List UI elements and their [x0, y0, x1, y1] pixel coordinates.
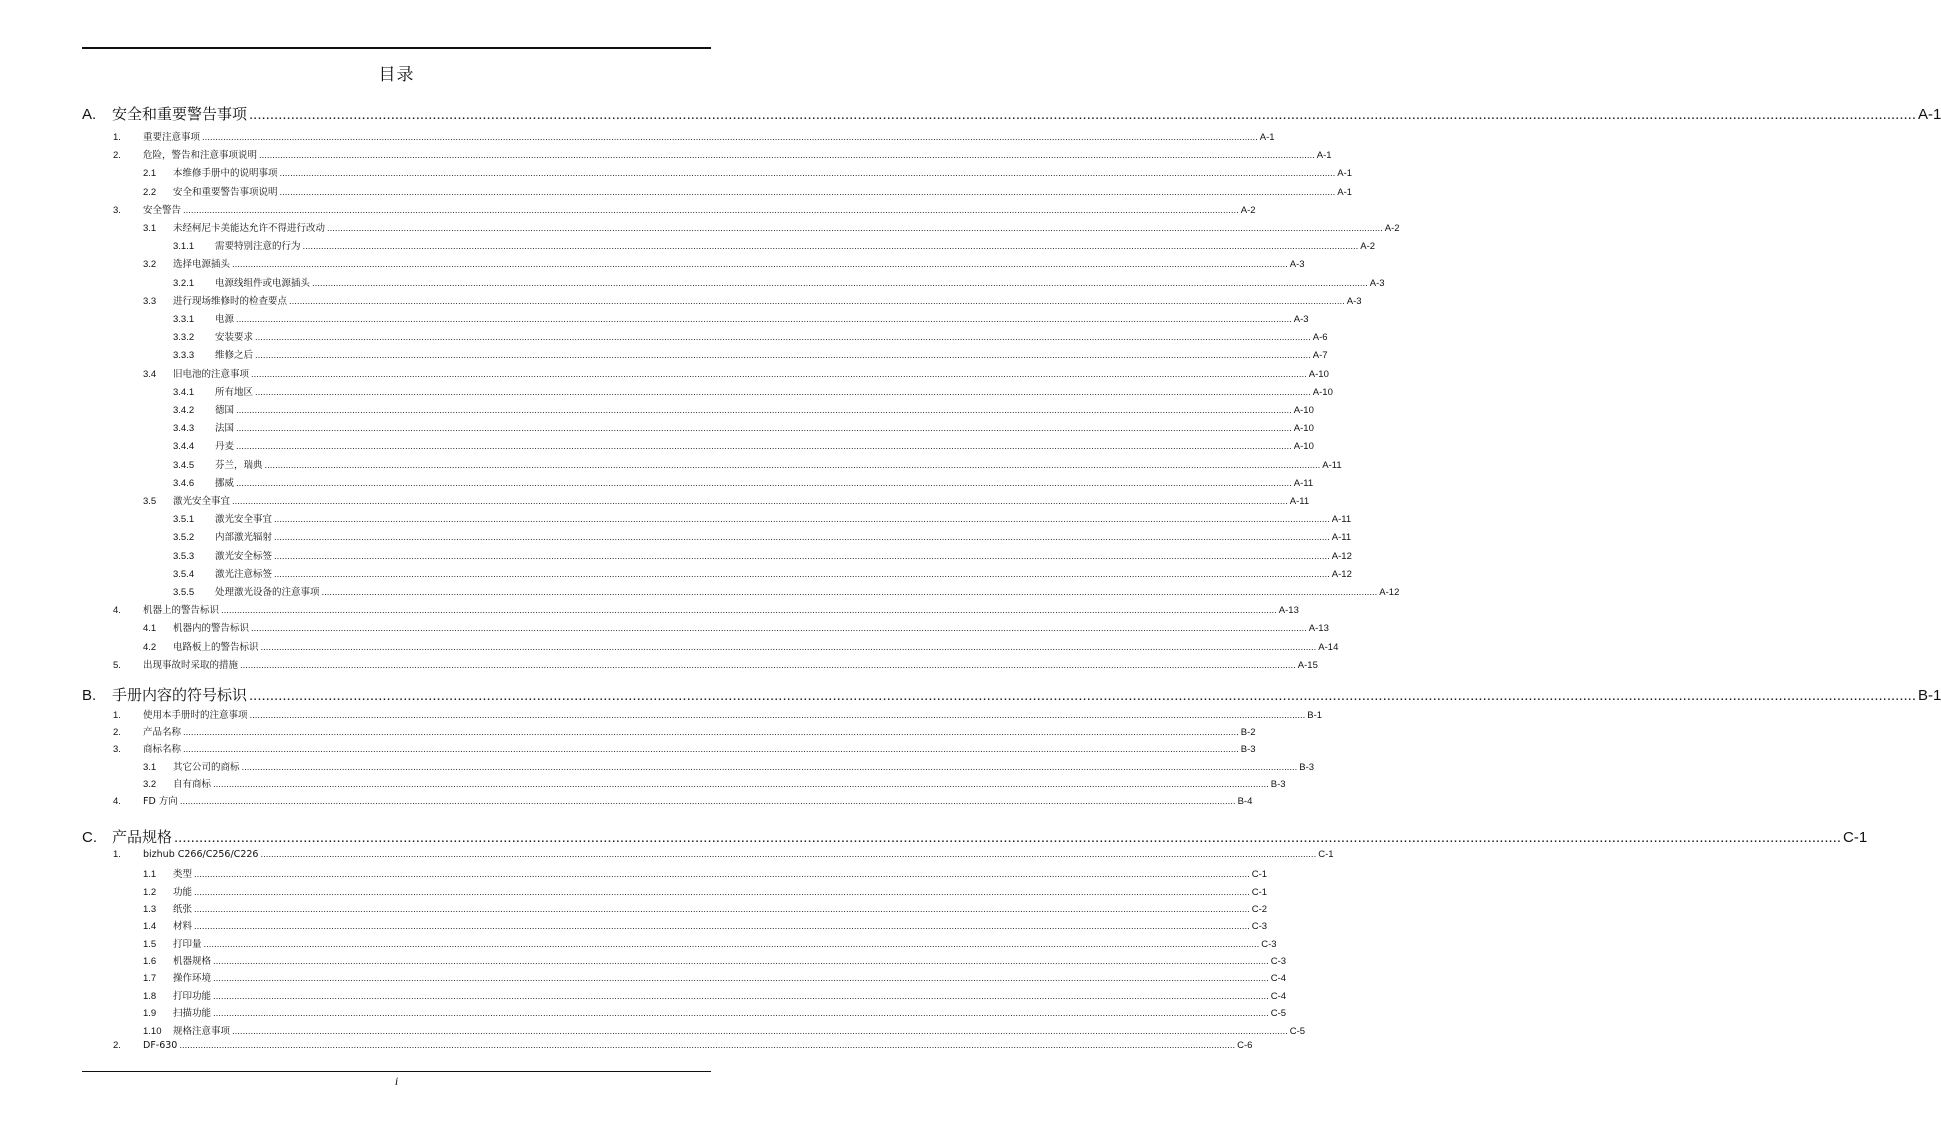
toc-entry[interactable]: [143, 184, 1353, 200]
entry-title: 机器上的警告标识: [143, 605, 220, 617]
toc-entry[interactable]: [173, 475, 1314, 491]
dot-leader: ................................................................................................................................................................................................................................................................................................................................................................................................................: [249, 106, 1917, 123]
toc-entry[interactable]: [143, 366, 1329, 382]
entry-title: 处理激光设备的注意事项: [215, 587, 320, 598]
dot-leader: ................................................................................................................................................................................................................................................................................................................................................................................................................: [179, 1039, 1236, 1051]
dot-leader: ................................................................................................................................................................................................................................................................................................................................................................................................................: [221, 605, 1277, 617]
entry-page-number: A-10: [1312, 386, 1333, 398]
entry-number: 3.: [113, 204, 121, 216]
entry-number: 1.: [113, 710, 121, 721]
entry-page-number: A-2: [1360, 241, 1376, 253]
section-title: 手册内容的符号标识: [112, 686, 248, 704]
entry-number: 4.: [113, 605, 121, 617]
entry-page-number: A-12: [1379, 587, 1400, 598]
dot-leader: ................................................................................................................................................................................................................................................................................................................................................................................................................: [279, 168, 1336, 180]
entry-number: 2.: [113, 727, 121, 739]
entry-title: 旧电池的注意事项: [173, 368, 250, 380]
dot-leader: ................................................................................................................................................................................................................................................................................................................................................................................................................: [255, 386, 1311, 398]
entry-number: 3.4.1: [173, 386, 195, 398]
entry-title: 电源线组件或电源插头: [215, 277, 311, 289]
entry-page-number: A-10: [1293, 423, 1314, 435]
entry-title: 激光安全标签: [215, 550, 273, 562]
toc-entry[interactable]: [173, 420, 1314, 436]
entry-title: 电源: [215, 314, 235, 325]
section-letter: C.: [82, 829, 97, 846]
toc-entry[interactable]: [143, 759, 1315, 775]
entry-number: 4.: [113, 796, 121, 807]
entry-title: 电路板上的警告标识: [173, 641, 259, 653]
entry-title: 安全和重要警告事项说明: [173, 186, 278, 198]
dot-leader: ................................................................................................................................................................................................................................................................................................................................................................................................................: [249, 710, 1306, 721]
dot-leader: ................................................................................................................................................................................................................................................................................................................................................................................................................: [213, 1008, 1269, 1020]
entry-title: 产品名称: [143, 727, 182, 739]
entry-page-number: B-4: [1237, 796, 1253, 807]
entry-page-number: B-3: [1240, 744, 1256, 756]
toc-entry[interactable]: [143, 1005, 1287, 1021]
entry-page-number: A-13: [1308, 623, 1329, 635]
entry-page-number: A-1: [1337, 186, 1353, 198]
dot-leader: ................................................................................................................................................................................................................................................................................................................................................................................................................: [203, 938, 1260, 950]
dot-leader: ................................................................................................................................................................................................................................................................................................................................................................................................................: [321, 587, 1378, 598]
entry-number: 1.: [113, 132, 121, 143]
entry-number: 3.3.3: [173, 350, 195, 362]
toc-entry[interactable]: [143, 866, 1268, 882]
entry-number: 1.2: [143, 886, 157, 898]
entry-page-number: C-3: [1270, 956, 1287, 968]
entry-title: 本维修手册中的说明事项: [173, 168, 278, 180]
toc-entry[interactable]: [113, 657, 1318, 673]
entry-title: 使用本手册时的注意事项: [143, 710, 248, 721]
entry-title: 激光安全事宜: [215, 514, 273, 526]
dot-leader: ................................................................................................................................................................................................................................................................................................................................................................................................................: [236, 314, 1292, 325]
entry-page-number: A-2: [1240, 204, 1256, 216]
entry-page-number: A-3: [1289, 259, 1305, 271]
dot-leader: ................................................................................................................................................................................................................................................................................................................................................................................................................: [236, 423, 1292, 435]
entry-title: 进行现场维修时的检查要点: [173, 295, 288, 307]
entry-number: 1.10: [143, 1025, 162, 1037]
entry-page-number: C-3: [1261, 938, 1277, 950]
entry-title: 类型: [173, 869, 193, 881]
entry-page-number: C-5: [1289, 1025, 1306, 1037]
toc-entry[interactable]: [173, 311, 1309, 327]
toc-entry[interactable]: [173, 238, 1376, 254]
entry-number: 3.1.1: [173, 241, 195, 253]
entry-title: 扫描功能: [173, 1008, 212, 1020]
dot-leader: ................................................................................................................................................................................................................................................................................................................................................................................................................: [213, 973, 1269, 985]
section-letter: A.: [82, 106, 97, 123]
toc-section-heading[interactable]: [82, 684, 1941, 706]
toc-entry[interactable]: [143, 620, 1329, 636]
entry-page-number: A-11: [1331, 532, 1352, 544]
entry-page-number: A-11: [1331, 514, 1352, 526]
entry-number: 1.8: [143, 990, 157, 1002]
entry-number: 3.3.1: [173, 314, 195, 325]
dot-leader: ................................................................................................................................................................................................................................................................................................................................................................................................................: [255, 332, 1311, 344]
entry-page-number: B-1: [1307, 710, 1323, 721]
dot-leader: ................................................................................................................................................................................................................................................................................................................................................................................................................: [213, 956, 1269, 968]
entry-number: 1.5: [143, 938, 157, 950]
entry-title: 其它公司的商标: [173, 761, 240, 773]
entry-title: 安装要求: [215, 332, 254, 344]
toc-entry[interactable]: [173, 511, 1352, 527]
dot-leader: ................................................................................................................................................................................................................................................................................................................................................................................................................: [183, 744, 1239, 756]
entry-number: 5.: [113, 659, 121, 671]
entry-page-number: A-1: [1337, 168, 1353, 180]
dot-leader: ................................................................................................................................................................................................................................................................................................................................................................................................................: [274, 514, 1330, 526]
dot-leader: ................................................................................................................................................................................................................................................................................................................................................................................................................: [327, 223, 1383, 234]
toc-entry[interactable]: [173, 457, 1342, 473]
toc-entry[interactable]: [143, 884, 1268, 900]
toc-entry[interactable]: [173, 402, 1314, 418]
entry-number: 3.4.4: [173, 441, 195, 453]
entry-title: 自有商标: [173, 778, 212, 790]
toc-entry[interactable]: [113, 129, 1275, 145]
dot-leader: ................................................................................................................................................................................................................................................................................................................................................................................................................: [236, 441, 1292, 453]
toc-entry[interactable]: [113, 147, 1332, 163]
entry-number: 3.5.3: [173, 550, 195, 562]
toc-entry[interactable]: [143, 639, 1339, 655]
entry-number: 3.4: [143, 368, 157, 380]
entry-number: 3.5.4: [173, 568, 195, 580]
entry-page-number: B-2: [1240, 727, 1256, 739]
entry-number: 3.4.3: [173, 423, 195, 435]
toc-entry[interactable]: [173, 347, 1328, 363]
toc-entry[interactable]: [143, 918, 1268, 934]
section-page-number: A-1: [1918, 106, 1941, 123]
entry-number: 3.2.1: [173, 277, 195, 289]
entry-number: 2.1: [143, 168, 157, 180]
dot-leader: ................................................................................................................................................................................................................................................................................................................................................................................................................: [274, 550, 1330, 562]
entry-number: 1.4: [143, 921, 157, 933]
toc-entry[interactable]: [143, 970, 1287, 986]
top-rule: [82, 47, 711, 49]
entry-title: 危险，警告和注意事项说明: [143, 150, 258, 162]
dot-leader: ................................................................................................................................................................................................................................................................................................................................................................................................................: [213, 990, 1269, 1002]
entry-page-number: B-3: [1299, 761, 1315, 773]
toc-entry[interactable]: [113, 707, 1323, 723]
entry-title: 未经柯尼卡美能达允许不得进行改动: [173, 223, 326, 234]
toc-entry[interactable]: [143, 953, 1287, 969]
toc-entry[interactable]: [143, 936, 1277, 952]
entry-number: 1.3: [143, 904, 157, 916]
toc-entry[interactable]: [113, 793, 1253, 809]
toc-entry[interactable]: [113, 602, 1299, 618]
entry-title: 维修之后: [215, 350, 254, 362]
entry-page-number: A-6: [1312, 332, 1328, 344]
toc-entry[interactable]: [173, 529, 1352, 545]
entry-number: 3.2: [143, 259, 157, 271]
toc-entry[interactable]: [173, 329, 1328, 345]
entry-page-number: A-3: [1369, 277, 1385, 289]
section-title: 安全和重要警告事项: [112, 105, 248, 123]
entry-number: 1.1: [143, 869, 157, 881]
entry-page-number: C-1: [1251, 886, 1268, 898]
toc-entry[interactable]: [143, 901, 1268, 917]
entry-number: 3.5.2: [173, 532, 195, 544]
entry-title: FD 方向: [143, 796, 178, 807]
dot-leader: ................................................................................................................................................................................................................................................................................................................................................................................................................: [183, 727, 1239, 739]
dot-leader: ................................................................................................................................................................................................................................................................................................................................................................................................................: [260, 641, 1317, 653]
entry-page-number: A-2: [1384, 223, 1400, 234]
toc-entry[interactable]: [113, 202, 1256, 218]
entry-number: 2.: [113, 150, 121, 162]
section-page-number: B-1: [1918, 687, 1941, 704]
dot-leader: ................................................................................................................................................................................................................................................................................................................................................................................................................: [259, 150, 1315, 162]
entry-title: 机器内的警告标识: [173, 623, 250, 635]
toc-entry[interactable]: [143, 256, 1305, 272]
entry-page-number: C-1: [1251, 869, 1268, 881]
entry-title: 德国: [215, 405, 235, 416]
entry-page-number: C-4: [1270, 973, 1287, 985]
entry-number: 1.: [113, 849, 121, 860]
entry-page-number: A-11: [1289, 496, 1310, 507]
entry-title: DF-630: [143, 1039, 178, 1051]
toc-entry[interactable]: [143, 988, 1287, 1004]
entry-number: 3.5: [143, 496, 157, 507]
toc-entry[interactable]: [113, 724, 1256, 740]
entry-number: 2.2: [143, 186, 157, 198]
entry-title: bizhub C266/C256/C226: [143, 849, 259, 860]
dot-leader: ................................................................................................................................................................................................................................................................................................................................................................................................................: [240, 659, 1296, 671]
entry-page-number: A-12: [1331, 550, 1352, 562]
entry-page-number: A-3: [1346, 295, 1362, 307]
dot-leader: ................................................................................................................................................................................................................................................................................................................................................................................................................: [213, 778, 1269, 790]
entry-title: 挪威: [215, 477, 235, 489]
dot-leader: ................................................................................................................................................................................................................................................................................................................................................................................................................: [289, 295, 1345, 307]
section-page-number: C-1: [1843, 829, 1868, 846]
dot-leader: ................................................................................................................................................................................................................................................................................................................................................................................................................: [194, 886, 1250, 898]
dot-leader: ................................................................................................................................................................................................................................................................................................................................................................................................................: [251, 623, 1307, 635]
entry-title: 法国: [215, 423, 235, 435]
toc-section-heading[interactable]: [82, 103, 1941, 125]
toc-entry[interactable]: [143, 776, 1286, 792]
toc-entry[interactable]: [173, 548, 1352, 564]
entry-number: 1.9: [143, 1008, 157, 1020]
toc-entry[interactable]: [113, 741, 1256, 757]
entry-page-number: C-3: [1251, 921, 1268, 933]
entry-title: 选择电源插头: [173, 259, 231, 271]
entry-number: 3.3: [143, 295, 157, 307]
dot-leader: ................................................................................................................................................................................................................................................................................................................................................................................................................: [174, 829, 1842, 846]
bottom-rule: [82, 1071, 711, 1072]
entry-page-number: A-13: [1278, 605, 1299, 617]
entry-number: 3.4.6: [173, 477, 195, 489]
entry-title: 纸张: [173, 904, 193, 916]
entry-number: 3.1: [143, 761, 157, 773]
entry-page-number: C-6: [1237, 1039, 1253, 1051]
entry-number: 3.: [113, 744, 121, 756]
entry-title: 操作环境: [173, 973, 212, 985]
entry-title: 需要特别注意的行为: [215, 241, 301, 253]
dot-leader: ................................................................................................................................................................................................................................................................................................................................................................................................................: [183, 204, 1239, 216]
dot-leader: ................................................................................................................................................................................................................................................................................................................................................................................................................: [312, 277, 1368, 289]
entry-title: 商标名称: [143, 744, 182, 756]
dot-leader: ................................................................................................................................................................................................................................................................................................................................................................................................................: [202, 132, 1258, 143]
entry-title: 材料: [173, 921, 193, 933]
toc-entry[interactable]: [143, 1023, 1306, 1039]
toc-entry[interactable]: [143, 293, 1362, 309]
entry-number: 2.: [113, 1039, 121, 1051]
entry-page-number: A-7: [1312, 350, 1328, 362]
dot-leader: ................................................................................................................................................................................................................................................................................................................................................................................................................: [232, 496, 1288, 507]
entry-title: 打印功能: [173, 990, 212, 1002]
dot-leader: ................................................................................................................................................................................................................................................................................................................................................................................................................: [194, 904, 1250, 916]
entry-title: 芬兰，瑞典: [215, 459, 263, 471]
dot-leader: ................................................................................................................................................................................................................................................................................................................................................................................................................: [251, 368, 1307, 380]
entry-title: 内部激光辐射: [215, 532, 273, 544]
toc-entry[interactable]: [143, 493, 1310, 509]
entry-number: 3.4.5: [173, 459, 195, 471]
dot-leader: ................................................................................................................................................................................................................................................................................................................................................................................................................: [194, 869, 1250, 881]
entry-number: 3.1: [143, 223, 157, 234]
page-title: 目录: [378, 65, 415, 85]
entry-page-number: A-10: [1293, 441, 1314, 453]
dot-leader: ................................................................................................................................................................................................................................................................................................................................................................................................................: [236, 405, 1292, 416]
entry-title: 重要注意事项: [143, 132, 201, 143]
dot-leader: ................................................................................................................................................................................................................................................................................................................................................................................................................: [179, 796, 1236, 807]
dot-leader: ................................................................................................................................................................................................................................................................................................................................................................................................................: [194, 921, 1250, 933]
entry-title: 丹麦: [215, 441, 235, 453]
toc-entry[interactable]: [173, 275, 1385, 291]
dot-leader: ................................................................................................................................................................................................................................................................................................................................................................................................................: [232, 1025, 1288, 1037]
dot-leader: ................................................................................................................................................................................................................................................................................................................................................................................................................: [264, 459, 1321, 471]
entry-title: 打印量: [173, 938, 202, 950]
toc-entry[interactable]: [143, 220, 1400, 236]
entry-number: 3.5.5: [173, 587, 195, 598]
page-number: i: [394, 1074, 399, 1088]
toc-section-heading[interactable]: [82, 826, 1868, 848]
toc-entry[interactable]: [173, 566, 1352, 582]
dot-leader: ................................................................................................................................................................................................................................................................................................................................................................................................................: [232, 259, 1288, 271]
entry-number: 3.5.1: [173, 514, 195, 526]
entry-title: 规格注意事项: [173, 1025, 231, 1037]
entry-title: 机器规格: [173, 956, 212, 968]
entry-title: 安全警告: [143, 204, 182, 216]
entry-page-number: C-1: [1318, 849, 1334, 860]
entry-page-number: A-11: [1322, 459, 1342, 471]
entry-page-number: A-14: [1318, 641, 1339, 653]
entry-number: 1.6: [143, 956, 157, 968]
toc-entry[interactable]: [113, 849, 1334, 865]
entry-page-number: C-5: [1270, 1008, 1287, 1020]
entry-page-number: A-3: [1293, 314, 1309, 325]
toc-entry[interactable]: [173, 584, 1400, 600]
dot-leader: ................................................................................................................................................................................................................................................................................................................................................................................................................: [279, 186, 1336, 198]
entry-page-number: B-3: [1270, 778, 1286, 790]
entry-page-number: C-4: [1270, 990, 1287, 1002]
entry-page-number: A-10: [1293, 405, 1314, 416]
section-title: 产品规格: [112, 828, 173, 846]
entry-number: 3.3.2: [173, 332, 195, 344]
toc-entry[interactable]: [173, 438, 1314, 454]
section-letter: B.: [82, 687, 97, 704]
entry-title: 出现事故时采取的措施: [143, 659, 239, 671]
entry-title: 所有地区: [215, 386, 254, 398]
entry-number: 4.2: [143, 641, 157, 653]
entry-page-number: A-12: [1331, 568, 1352, 580]
entry-page-number: A-15: [1297, 659, 1318, 671]
dot-leader: ................................................................................................................................................................................................................................................................................................................................................................................................................: [241, 761, 1298, 773]
entry-page-number: C-2: [1251, 904, 1268, 916]
dot-leader: ................................................................................................................................................................................................................................................................................................................................................................................................................: [260, 849, 1317, 860]
dot-leader: ................................................................................................................................................................................................................................................................................................................................................................................................................: [302, 241, 1359, 253]
entry-number: 1.7: [143, 973, 157, 985]
entry-page-number: A-10: [1308, 368, 1329, 380]
entry-number: 4.1: [143, 623, 157, 635]
entry-page-number: A-1: [1259, 132, 1275, 143]
entry-number: 3.2: [143, 778, 157, 790]
dot-leader: ................................................................................................................................................................................................................................................................................................................................................................................................................: [249, 687, 1917, 704]
dot-leader: ................................................................................................................................................................................................................................................................................................................................................................................................................: [274, 568, 1330, 580]
entry-page-number: A-11: [1293, 477, 1314, 489]
dot-leader: ................................................................................................................................................................................................................................................................................................................................................................................................................: [255, 350, 1311, 362]
dot-leader: ................................................................................................................................................................................................................................................................................................................................................................................................................: [274, 532, 1330, 544]
toc-entry[interactable]: [143, 165, 1353, 181]
entry-title: 功能: [173, 886, 193, 898]
entry-title: 激光注意标签: [215, 568, 273, 580]
entry-number: 3.4.2: [173, 405, 195, 416]
entry-title: 激光安全事宜: [173, 496, 231, 507]
toc-entry[interactable]: [113, 1039, 1253, 1056]
toc-entry[interactable]: [173, 384, 1333, 400]
entry-page-number: A-1: [1316, 150, 1332, 162]
dot-leader: ................................................................................................................................................................................................................................................................................................................................................................................................................: [236, 477, 1292, 489]
